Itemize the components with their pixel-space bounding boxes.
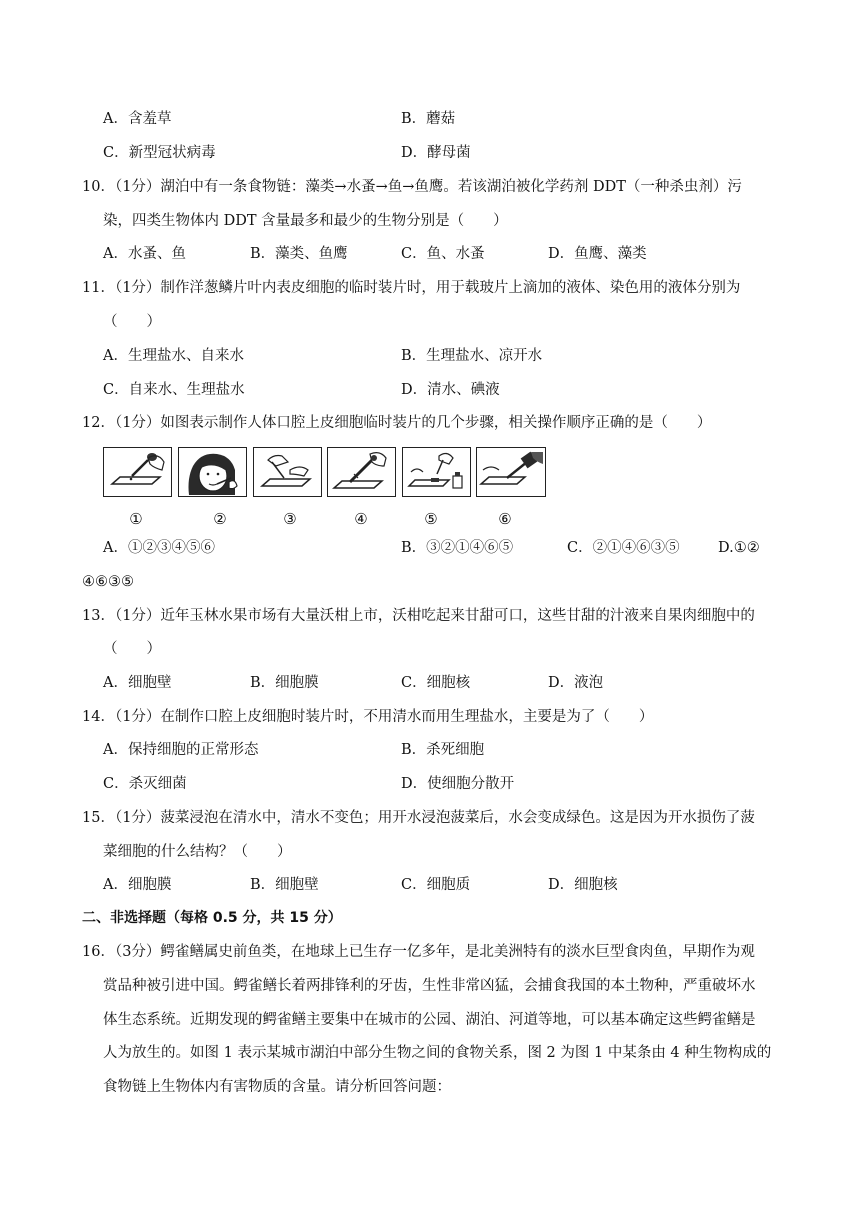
q9-option-a: A．含羞草	[103, 111, 172, 127]
q11-option-d: D．清水、碘液	[401, 382, 500, 398]
q16-stem-line2: 赏品种被引进中国。鳄雀鳝长着两排锋利的牙齿，生性非常凶猛，会捕食我国的本土物种，严重破坏水	[103, 978, 756, 994]
q11-stem-line2: （ ）	[103, 314, 161, 330]
q14-stem-line1: 14．（1分）在制作口腔上皮细胞时装片时，不用清水而用生理盐水，主要是为了（ ）	[82, 709, 654, 725]
section-two-heading: 二、非选择题（每格 0.5 分，共 15 分）	[82, 910, 342, 926]
q15-option-c: C．细胞质	[401, 877, 471, 893]
q13-stem-line2: （ ）	[103, 641, 161, 657]
q12-option-b: B．③②①④⑥⑤	[401, 540, 514, 556]
q16-stem-line3: 体生态系统。近期发现的鳄雀鳝主要集中在城市的公园、湖泊、河道等地，可以基本确定这些鳄雀鳝是	[103, 1012, 756, 1028]
q15-option-a: A．细胞膜	[103, 877, 172, 893]
q12-option-a: A．①②③④⑤⑥	[103, 540, 215, 556]
step5-staining-illustration	[402, 447, 471, 497]
q10-stem-line2: 染，四类生物体内 DDT 含量最多和最少的生物分别是（ ）	[103, 213, 508, 229]
q11-option-c: C．自来水、生理盐水	[103, 382, 245, 398]
figure-label-4: ④	[354, 510, 368, 528]
q16-stem-line4: 人为放生的。如图 1 表示某城市湖泊中部分生物之间的食物关系，图 2 为图 1 中某条由 4 种生物构成的	[103, 1045, 772, 1061]
q11-option-b: B．生理盐水、凉开水	[401, 348, 543, 364]
q15-stem-line1: 15．（1分）菠菜浸泡在清水中，清水不变色；用开水浸泡菠菜后，水会变成绿色。这是因为开水损伤了菠	[82, 810, 755, 826]
q13-stem-line1: 13．（1分）近年玉林水果市场有大量沃柑上市，沃柑吃起来甘甜可口，这些甘甜的汁液来自果肉细胞中的	[82, 608, 755, 624]
q15-stem-line2: 菜细胞的什么结构？（ ）	[103, 844, 292, 860]
q9-option-c: C．新型冠状病毒	[103, 145, 216, 161]
q10-option-d: D．鱼鹰、藻类	[548, 246, 647, 262]
q13-option-d: D．液泡	[548, 675, 604, 691]
q16-stem-line5: 食物链上生物体内有害物质的含量。请分析回答问题：	[103, 1079, 451, 1095]
q14-option-b: B．杀死细胞	[401, 742, 485, 758]
q12-option-d-continued: ④⑥③⑤	[82, 574, 134, 590]
q11-option-a: A．生理盐水、自来水	[103, 348, 244, 364]
q9-option-d: D．酵母菌	[401, 145, 471, 161]
step3-swab-illustration	[253, 447, 322, 497]
q9-option-b: B．蘑菇	[401, 111, 456, 127]
figure-label-1: ①	[129, 510, 143, 528]
step4-coverslip-illustration	[327, 447, 396, 497]
q10-option-a: A．水蚤、鱼	[103, 246, 186, 262]
q10-stem-line1: 10．（1分）湖泊中有一条食物链：藻类→水蚤→鱼→鱼鹰。若该湖泊被化学药剂 DDT（一种杀虫剂）污	[82, 179, 742, 195]
q12-figure-strip	[103, 447, 546, 499]
q14-option-d: D．使细胞分散开	[401, 776, 515, 792]
figure-label-3: ③	[283, 510, 297, 528]
q16-stem-line1: 16．（3分）鳄雀鳝属史前鱼类，在地球上已生存一亿多年，是北美洲特有的淡水巨型食肉鱼，早期作为观	[82, 944, 755, 960]
q12-stem-line1: 12．（1分）如图表示制作人体口腔上皮细胞临时装片的几个步骤，相关操作顺序正确的是（ ）	[82, 415, 712, 431]
q11-stem-line1: 11．（1分）制作洋葱鳞片叶内表皮细胞的临时装片时，用于载玻片上滴加的液体、染色用的液体分别为	[82, 280, 741, 296]
q13-option-a: A．细胞壁	[103, 675, 172, 691]
q15-option-b: B．细胞壁	[250, 877, 319, 893]
q13-option-c: C．细胞核	[401, 675, 471, 691]
figure-label-5: ⑤	[424, 510, 438, 528]
step2-person-illustration	[178, 447, 247, 497]
q15-option-d: D．细胞核	[548, 877, 618, 893]
q13-option-b: B．细胞膜	[250, 675, 319, 691]
q10-option-c: C．鱼、水蚤	[401, 246, 485, 262]
step6-dropper-edge-illustration	[476, 447, 546, 497]
q12-option-d: D.①②	[718, 540, 760, 556]
step1-dropper-illustration	[103, 447, 172, 497]
q12-option-c: C．②①④⑥③⑤	[567, 540, 680, 556]
figure-label-2: ②	[213, 510, 227, 528]
q10-option-b: B．藻类、鱼鹰	[250, 246, 348, 262]
q14-option-c: C．杀灭细菌	[103, 776, 187, 792]
figure-label-6: ⑥	[498, 510, 512, 528]
q14-option-a: A．保持细胞的正常形态	[103, 742, 259, 758]
